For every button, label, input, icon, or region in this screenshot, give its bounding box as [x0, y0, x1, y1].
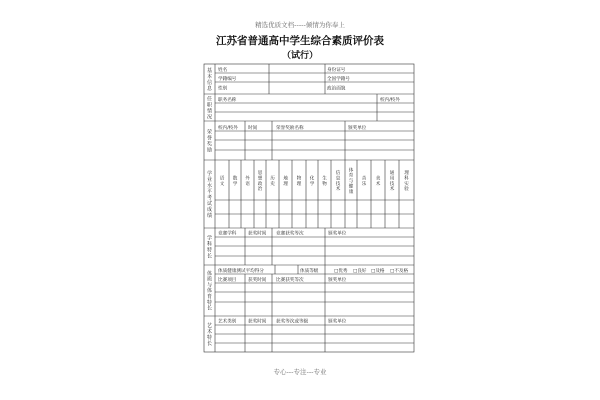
subject-label-10: 信息技术 [335, 171, 341, 193]
form-subtitle: （试行） [281, 51, 318, 61]
fitness-option-4: □不及格 [390, 269, 409, 274]
specialty-col-label-4: 颁奖单位 [328, 231, 347, 237]
subject-label-1: 语文 [219, 176, 225, 187]
fitness-option-2: □良好 [353, 269, 367, 274]
arts-col-label-4: 颁奖单位 [328, 319, 347, 325]
honor-unit-label: 颁奖单位 [348, 126, 367, 131]
political-label: 政治面貌 [327, 86, 346, 92]
fitness-option-1: □优秀 [334, 269, 348, 274]
arts-col-label-1: 艺术类别 [218, 319, 237, 325]
subject-label-14: 通用技术 [389, 171, 395, 193]
id-card-label: 身份证号 [327, 68, 346, 73]
fitness-score-label: 体质健康测试平均得分 [218, 269, 264, 274]
fitness-col-label-1: 比赛项目 [218, 278, 237, 283]
gender-label: 性别 [218, 86, 228, 92]
page-header-banner: 精选优质文档-----倾情为你奉上 [255, 21, 345, 29]
fitness-col-label-3: 比赛获奖等次 [276, 278, 304, 283]
specialty-col-label-2: 获奖时间 [248, 231, 267, 237]
honor-name-label: 荣誉奖励名称 [276, 126, 304, 131]
arts-side-label: 艺术特长 [206, 322, 213, 347]
subject-label-3: 外语 [245, 176, 250, 187]
honor-level-label: 校内/校外 [218, 126, 238, 131]
subject-label-12: 音乐 [361, 176, 367, 187]
honor-time-label: 时间 [248, 126, 258, 131]
fitness-col-label-4: 颁奖单位 [328, 278, 347, 283]
fitness-option-3: □及格 [371, 269, 385, 274]
basic-info-side-label: 基本信息 [206, 67, 213, 92]
specialty-col-label-1: 竞赛学科 [218, 231, 237, 237]
form-title: 江苏省普通高中学生综合素质评价表 [216, 35, 384, 47]
national-id-label: 全国学籍号 [327, 77, 350, 82]
school-id-label: 学籍编号 [218, 77, 237, 82]
subject-label-15: 理科实验 [404, 171, 409, 193]
arts-col-label-3: 获奖等次或等级 [276, 319, 309, 325]
subject-label-2: 数学 [232, 176, 238, 187]
duty-level-label: 校内/校外 [380, 98, 400, 103]
academics-side-label: 学业水平考试成绩 [206, 170, 213, 219]
duties-side-label: 任职情况 [206, 96, 213, 121]
name-label: 姓名 [218, 68, 228, 73]
fitness-col-label-2: 获奖时间 [248, 278, 267, 283]
subject-label-13: 美术 [375, 176, 381, 187]
subject-label-8: 化学 [309, 176, 315, 187]
specialty-col-label-3: 竞赛获奖等次 [276, 231, 304, 237]
page-footer: 专心---专注---专业 [273, 368, 327, 376]
subject-label-6: 地理 [283, 176, 288, 187]
fitness-level-label: 体质等级 [300, 269, 319, 274]
fitness-side-label: 体质与体育特长 [206, 270, 213, 312]
subject-label-9: 生物 [322, 176, 327, 187]
duty-title-label: 职务名称 [218, 98, 237, 103]
honors-side-label: 荣誉奖励 [206, 129, 213, 154]
form-border [204, 64, 414, 352]
subject-label-11: 体育与健康 [348, 168, 354, 195]
subject-label-4: 思想政治 [257, 171, 263, 193]
arts-col-label-2: 获奖时间 [248, 319, 267, 325]
subject-label-5: 历史 [270, 176, 275, 187]
subject-label-7: 物理 [296, 176, 302, 187]
specialty-side-label: 学科特长 [206, 235, 213, 260]
